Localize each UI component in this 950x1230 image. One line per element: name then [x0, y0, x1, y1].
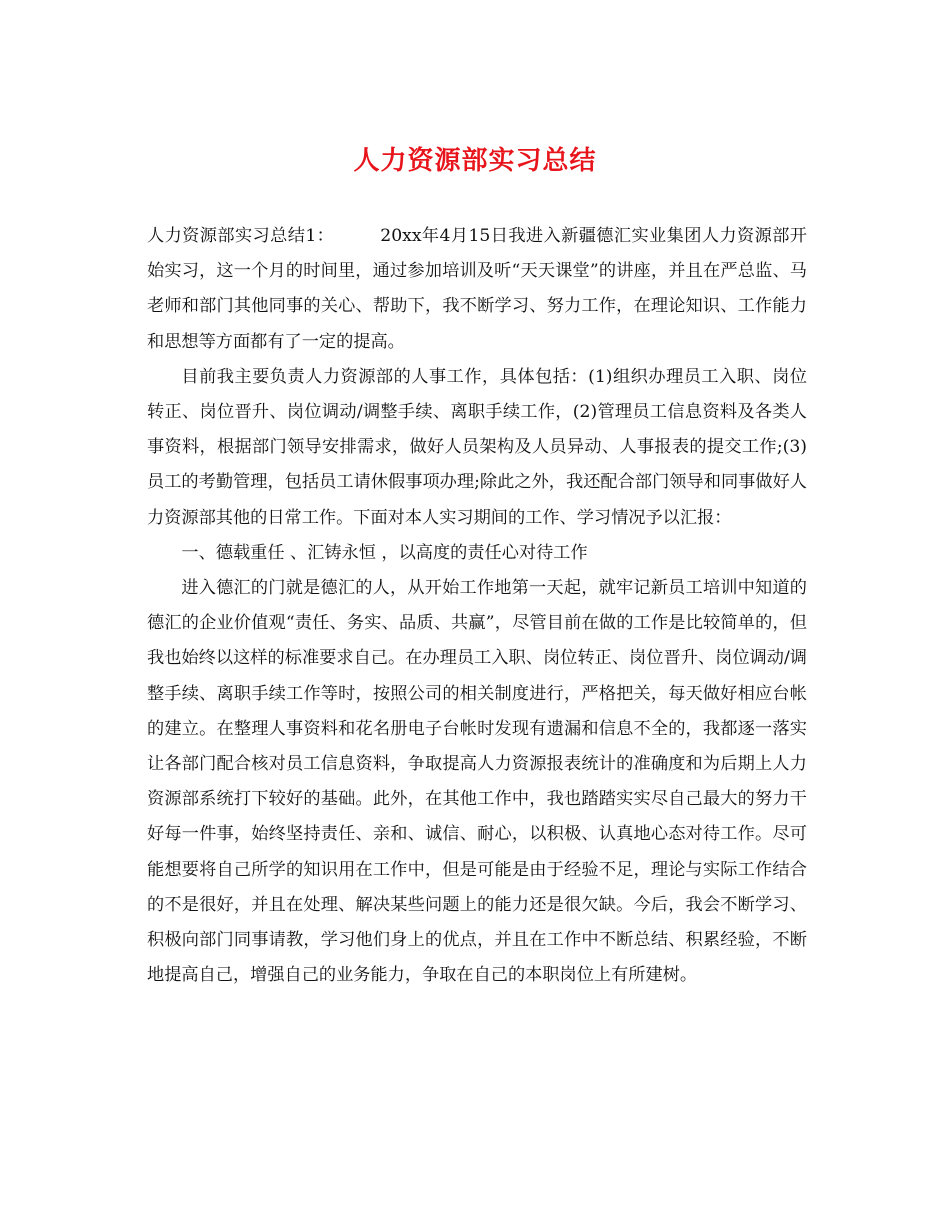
paragraph-work-attitude: 进入德汇的门就是德汇的人，从开始工作地第一天起，就牢记新员工培训中知道的德汇的企业价值观“责任、务实、品质、共赢”，尽管目前在做的工作是比较简单的，但我也始终以这样的标准要求自己。在办理员工入职、岗位转正、岗位晋升、岗位调动/调整手续、离职手续工作等时，按照公司的相关制度进行，严格把关，每天做好相应台帐的建立。在整理人事资料和花名册电子台帐时发现有遗漏和信息不全的，我都逐一落实让各部门配合核对员工信息资料，争取提高人力资源报表统计的准确度和为后期上人力资源部系统打下较好的基础。此外，在其他工作中，我也踏踏实实尽自己最大的努力干好每一件事，始终坚持责任、亲和、诚信、耐心，以积极、认真地心态对待工作。尽可能想要将自己所学的知识用在工作中，但是可能是由于经验不足，理论与实际工作结合的不是很好，并且在处理、解决某些问题上的能力还是很欠缺。今后，我会不断学习、积极向部门同事请教，学习他们身上的优点，并且在工作中不断总结、积累经验，不断地提高自己，增强自己的业务能力，争取在自己的本职岗位上有所建树。 [147, 578, 807, 986]
document-title: 人力资源部实习总结 [353, 146, 597, 176]
paragraph-lead-label: 人力资源部实习总结1： [147, 226, 335, 246]
section-heading: 一、德载重任 、汇铸永恒 ，以高度的责任心对待工作 [181, 542, 588, 563]
document-body [147, 219, 807, 993]
paragraph-intro [147, 219, 807, 360]
paragraph-duties: 目前我主要负责人力资源部的人事工作，具体包括：(1)组织办理员工入职、岗位转正、岗位晋升、岗位调动/调整手续、离职手续工作，(2)管理员工信息资料及各类人事资料，根据部门领导安排需求，做好人员架构及人员异动、人事报表的提交工作;(3)员工的考勤管理，包括员工请休假事项办理;除此之外，我还配合部门领导和同事做好人力资源部其他的日常工作。下面对本人实习期间的工作、学习情况予以汇报： [147, 366, 807, 528]
paragraph-text: 20xx年4月15日我进入新疆德汇实业集团人力资源部开始实习，这一个月的时间里，通过参加培训及听“天天课堂”的讲座，并且在严总监、马老师和部门其他同事的关心、帮助下，我不断学习、努力工作，在理论知识、工作能力和思想等方面都有了一定的提高。 [147, 226, 807, 352]
